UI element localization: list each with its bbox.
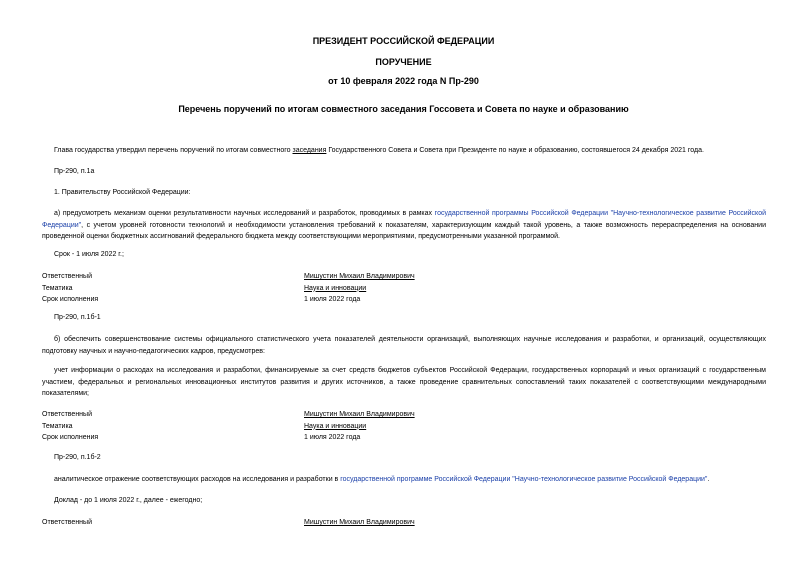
document-date-number: от 10 февраля 2022 года N Пр-290	[328, 76, 479, 86]
responsible-label: Ответственный	[42, 273, 92, 280]
table-row	[42, 517, 766, 529]
table-row	[42, 283, 766, 295]
table-row	[42, 421, 766, 433]
issuer-heading: ПРЕЗИДЕНТ РОССИЙСКОЙ ФЕДЕРАЦИИ	[312, 36, 495, 46]
clause-code-2: Пр-290, п.1б-1	[54, 314, 101, 321]
item-b1-paragraph: учет информации о расходах на исследования и разработки, финансируемые за счет средств бюджетов субъектов Российской Федерации, государственных корпораций и иных организаций с государственным участием, федеральных и региональных инновационных институтов развития и других источников, а также проведение сравнительных сопоставлений таких показателей с соответствующими международными показателями;	[42, 367, 766, 397]
intro-text-end: Государственного Совета и Совета при Президенте по науке и образованию, состоявшегося 24 декабря 2021 года.	[326, 147, 704, 154]
table-row	[42, 432, 766, 444]
assignment-table-1	[42, 271, 766, 306]
item-a-text-end: , с учетом уровней готовности технологий и необходимости установления требований к показателям, характеризующим каждый такой уровень, а также возможность перераспределения на основании проведенной оценки бюджетных ассигнований федерального бюджета между соответствующими мероприятиями, предусмотренными указанной программой.	[42, 221, 766, 240]
item-b2-paragraph	[42, 474, 766, 486]
topic-label: Тематика	[42, 284, 73, 292]
due-date-label: Срок исполнения	[42, 296, 99, 303]
state-program-link-2[interactable]: государственной программе Российской Федерации "Научно-технологическое развитие Российской Федерации"	[340, 476, 708, 483]
item-a-paragraph	[42, 208, 766, 243]
state-program-link-1[interactable]: государственной программы Российской Федерации "Научно-технологическое развитие Российской Федерации"	[42, 210, 766, 229]
topic-link[interactable]: Наука и инновации	[304, 284, 367, 292]
responsible-link[interactable]: Мишустин Михаил Владимирович	[304, 273, 415, 280]
table-row	[42, 409, 766, 421]
item-1-heading: 1. Правительству Российской Федерации:	[54, 189, 191, 196]
assignment-table-3	[42, 517, 766, 529]
document-title: Перечень поручений по итогам совместного заседания Госсовета и Совета по науке и образованию	[178, 104, 629, 114]
clause-code-1: Пр-290, п.1а	[54, 168, 95, 175]
responsible-link[interactable]: Мишустин Михаил Владимирович	[304, 411, 415, 418]
due-date-value: 1 июля 2022 года	[304, 296, 361, 303]
intro-text-start: Глава государства утвердил перечень поручений по итогам совместного	[54, 147, 293, 154]
intro-paragraph	[42, 145, 766, 157]
meeting-link[interactable]: заседания	[292, 147, 327, 154]
topic-link[interactable]: Наука и инновации	[304, 422, 367, 430]
item-b2-text-start: аналитическое отражение соответствующих расходов на исследования и разработки в	[54, 476, 341, 483]
due-date-label: Срок исполнения	[42, 434, 99, 441]
topic-label: Тематика	[42, 422, 73, 430]
due-date-value: 1 июля 2022 года	[304, 434, 361, 441]
assignment-table-2	[42, 409, 766, 444]
responsible-label: Ответственный	[42, 411, 92, 418]
document-type-heading: ПОРУЧЕНИЕ	[375, 57, 432, 67]
table-row	[42, 294, 766, 306]
item-b2-text-end: .	[707, 476, 710, 483]
responsible-link[interactable]: Мишустин Михаил Владимирович	[304, 519, 415, 526]
clause-code-3: Пр-290, п.1б-2	[54, 454, 101, 461]
item-a-text-start: а) предусмотреть механизм оценки результативности научных исследований и разработок, проводимых в рамках	[54, 210, 435, 217]
responsible-label: Ответственный	[42, 519, 92, 526]
table-row	[42, 271, 766, 283]
deadline-1: Срок - 1 июля 2022 г.;	[54, 251, 124, 258]
item-b-paragraph: б) обеспечить совершенствование системы официального статистического учета показателей деятельности организаций, выполняющих научные исследования и разработки, и организаций, осуществляющих подготовку научных и научно-педагогических кадров, предусмотрев:	[42, 336, 766, 355]
report-deadline: Доклад - до 1 июля 2022 г., далее - ежегодно;	[54, 497, 203, 504]
